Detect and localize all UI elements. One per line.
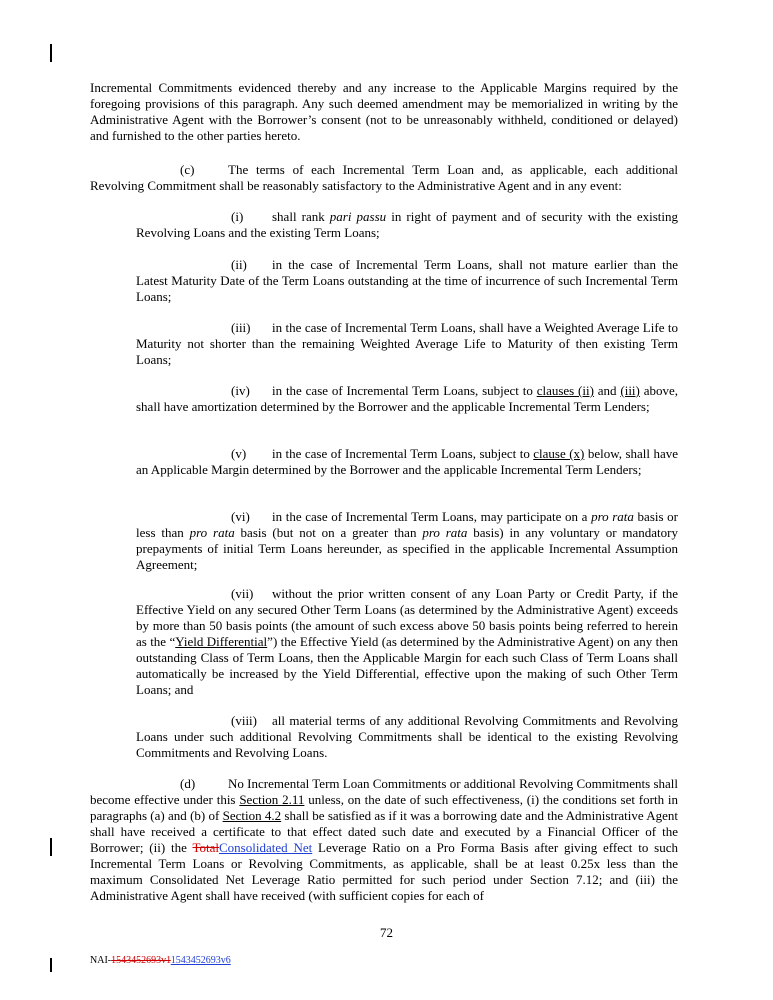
item-iii: (iii) in the case of Incremental Term Loans, shall have a Weighted Average Life to Maturity not shorter than the remaining Weighted Average Life to Maturity of then existing Term Loans; xyxy=(136,320,678,367)
item-iii-label: (iii) xyxy=(231,320,251,335)
item-vi-label: (vi) xyxy=(231,509,250,524)
section-reference: Section 4.2 xyxy=(222,808,282,823)
paragraph-d-label: (d) xyxy=(180,776,196,791)
deleted-text: Total xyxy=(192,840,219,855)
page-number: 72 xyxy=(380,925,393,940)
section-reference: Section 2.11 xyxy=(239,792,305,807)
inserted-text: Consolidated Net xyxy=(219,840,313,855)
item-i-italic: pari passu xyxy=(329,209,387,224)
item-viii: (viii) all material terms of any additional Revolving Commitments and Revolving Loans under such additional Revolving Commitments shall be identical to the existing Revolving Commitments and Revolving Loans. xyxy=(136,713,678,760)
change-bar xyxy=(50,838,52,856)
item-vii-label: (vii) xyxy=(231,586,254,601)
footer-inserted-id: 1543452693v6 xyxy=(170,955,231,966)
change-bar xyxy=(50,958,52,972)
item-iv-label: (iv) xyxy=(231,383,250,398)
intro-paragraph xyxy=(90,80,678,144)
paragraph-c xyxy=(90,162,678,194)
item-vi: (vi) in the case of Incremental Term Loans, may participate on a pro rata basis or less than pro rata basis (but not on a greater than pro rata basis) in any voluntary or mandatory prepayments of initial Term Loans hereunder, as specified in the applicable Incremental Assumption Agreement; xyxy=(136,509,678,572)
item-vii: (vii) without the prior written consent of any Loan Party or Credit Party, if the Effective Yield on any secured Other Term Loans (as determined by the Administrative Agent) exceeds by more than 50 basis points (the amount of such excess above 50 basis points being referred to herein as the “Yield Differential”) the Effective Yield (as determined by the Administrative Agent) on any then outstanding Class of Term Loans, then the Applicable Margin for each such Class of Term Loans shall automatically be increased by the Yield Differential, effective upon the making of such Other Term Loans; and xyxy=(136,586,679,697)
item-i: (i) shall rank pari passu in right of payment and of security with the existing Revolving Loans and the existing Term Loans; xyxy=(136,209,678,240)
defined-term: Yield Differential xyxy=(175,634,268,649)
document-footer-id xyxy=(90,955,231,967)
item-viii-label: (viii) xyxy=(231,713,257,728)
clause-reference: (iii) xyxy=(620,383,640,398)
footer-prefix: NAI- xyxy=(90,955,112,966)
paragraph-c-label: (c) xyxy=(180,162,195,177)
paragraph-d: (d) No Incremental Term Loan Commitments or additional Revolving Commitments shall become effective under this Section 2.11 unless, on the date of such effectiveness, (i) the conditions set forth in paragraphs (a) and (b) of Section 4.2 shall be satisfied as if it was a borrowing date and the Administrative Agent shall have received a certificate to that effect dated such date and executed by a Financial Officer of the Borrower; (ii) the TotalConsolidated Net Leverage Ratio on a Pro Forma Basis after giving effect to such Incremental Term Loans or Revolving Commitments, as applicable, shall be at least 0.25x less than the maximum Consolidated Net Leverage Ratio permitted for such period under Section 7.12; and (iii) the Administrative Agent shall have received (with sufficient copies for each of xyxy=(90,776,679,903)
item-i-label: (i) xyxy=(231,209,244,224)
clause-reference: clause (x) xyxy=(533,446,585,461)
clause-reference: clauses (ii) xyxy=(536,383,594,398)
item-ii: (ii) in the case of Incremental Term Loans, shall not mature earlier than the Latest Maturity Date of the Term Loans outstanding at the time of incurrence of such Incremental Term Loans; xyxy=(136,257,678,304)
change-bar xyxy=(50,44,52,62)
paragraph-c-text: The terms of each Incremental Term Loan and, as applicable, each additional Revolving Commitment shall be reasonably satisfactory to the Administrative Agent and in any event: xyxy=(90,162,678,193)
item-iv: (iv) in the case of Incremental Term Loans, subject to clauses (ii) and (iii) above, shall have amortization determined by the Borrower and the applicable Incremental Term Lenders; xyxy=(136,383,678,414)
footer-deleted-id: 1543452693v1 xyxy=(111,955,171,966)
item-v: (v) in the case of Incremental Term Loans, subject to clause (x) below, shall have an Applicable Margin determined by the Borrower and the applicable Incremental Term Lenders; xyxy=(136,446,678,477)
intro-text: Incremental Commitments evidenced thereby and any increase to the Applicable Margins required by the foregoing provisions of this paragraph. Any such deemed amendment may be memorialized in writing by the Administrative Agent with the Borrower’s consent (not to be unreasonably withheld, conditioned or delayed) and furnished to the other parties hereto. xyxy=(90,80,678,143)
item-ii-label: (ii) xyxy=(231,257,247,272)
item-v-label: (v) xyxy=(231,446,247,461)
